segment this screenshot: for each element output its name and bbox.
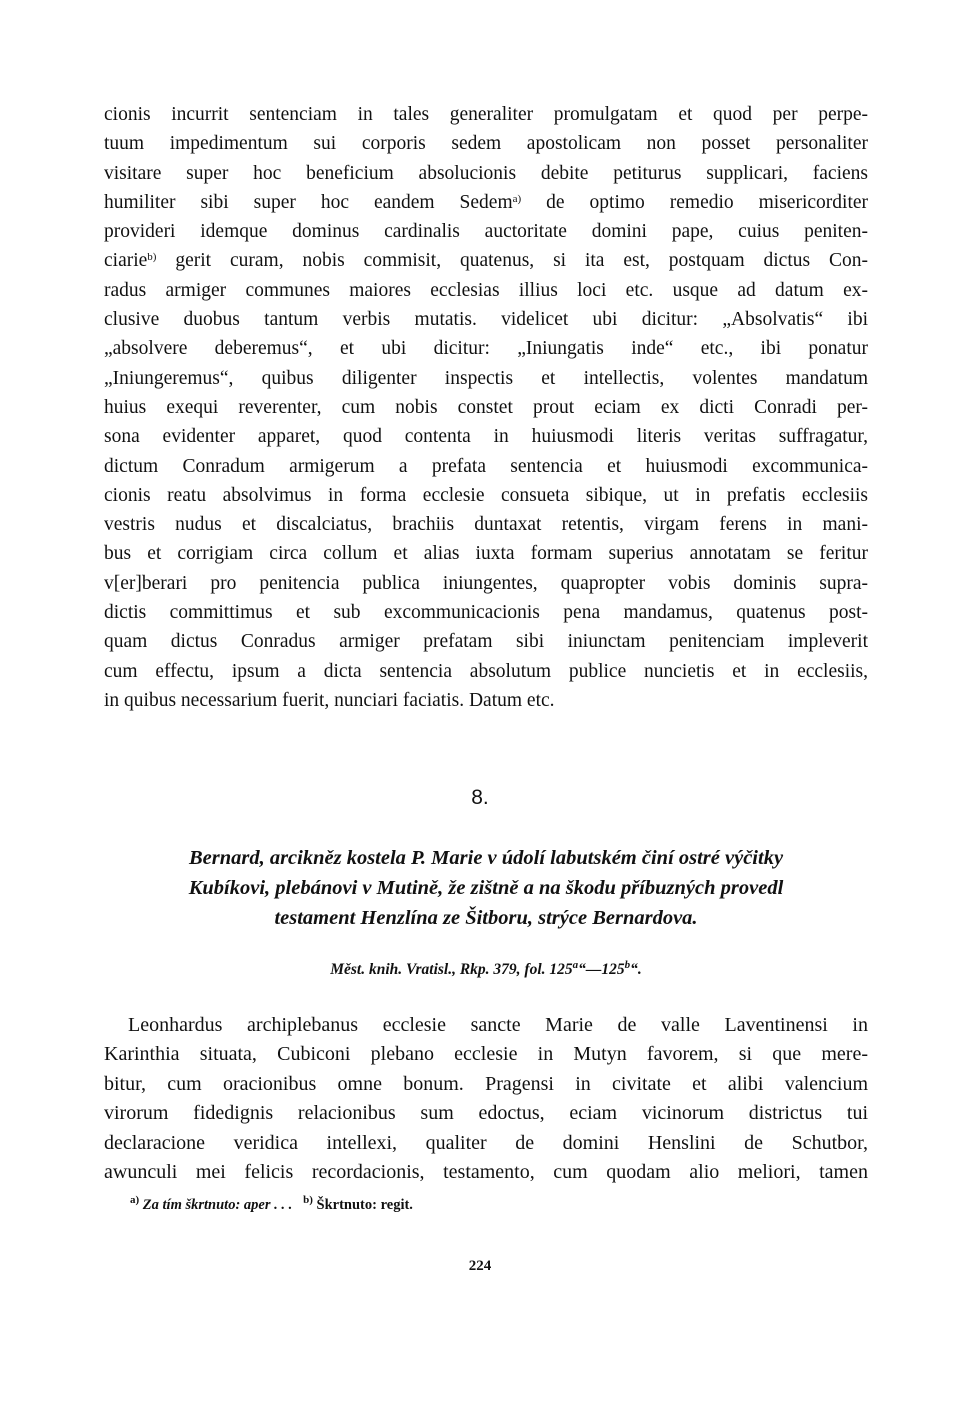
source-citation <box>104 959 868 981</box>
text-line: cionis reatu absolvimus in forma ecclesie consueta sibique, ut in prefatis ecclesiis <box>104 484 868 506</box>
text-line: quam dictus Conradus armiger prefatam sibi iniunctam penitenciam impleverit <box>104 631 868 653</box>
body-text <box>104 100 868 715</box>
heading-line: testament Henzlína ze Šitboru, strýce Bernardova. <box>274 907 698 929</box>
text-line <box>104 246 868 275</box>
heading-line: Kubíkovi, plebánovi v Mutině, že zištně a na škodu příbuzných provedl <box>188 877 784 899</box>
text-fragment: gerit curam, nobis commisit, quatenus, si ita est, postquam dictus Con- <box>156 250 868 272</box>
text-line: provideri idemque dominus cardinalis auctoritate domini pape, cuius peniten- <box>104 221 868 243</box>
heading-line: Bernard, arcikněz kostela P. Marie v údolí labutském činí ostré výčitky <box>188 847 784 869</box>
page-number: 224 <box>468 1258 492 1274</box>
text-fragment: de optimo remedio misericorditer <box>521 191 869 213</box>
text-line: bus et corrigiam circa collum et alias iuxta formam superius annotatam se feritur <box>104 543 868 565</box>
text-fragment: ciarie <box>104 250 148 272</box>
footnote-ref-a: a) <box>512 192 522 205</box>
section-number: 8. <box>471 786 489 809</box>
text-line: dictis committimus et sub excommunicacionis pena mandamus, quatenus post- <box>104 602 868 624</box>
footnote-mark-a: a) <box>130 1194 140 1206</box>
source-text: “—125 <box>578 961 625 978</box>
text-line: „Iniungeremus“, quibus diligenter inspectis et intellectis, volentes mandatum <box>104 367 868 389</box>
text-line <box>104 188 868 217</box>
text-line: radus armiger communes maiores ecclesias illius loci etc. usque ad datum ex- <box>104 279 868 301</box>
source-text: Měst. knih. Vratisl., Rkp. 379, fol. 125 <box>330 961 573 978</box>
text-line: awunculi mei felicis recordacionis, testamento, cum quodam alio meliori, tamen <box>104 1160 868 1183</box>
text-fragment: humiliter sibi super hoc eandem Sedem <box>104 191 513 213</box>
footnote-ref-b: b) <box>147 251 157 264</box>
text-line: declaracione veridica intellexi, qualiter de domini Henslini de Schutbor, <box>104 1131 868 1154</box>
footnote-a-text: Za tím škrtnuto: aper . . . <box>142 1197 293 1213</box>
source-sup: a <box>572 959 579 971</box>
text-line: virorum fidedignis relacionibus sum edoctus, eciam vicinorum districtus tui <box>104 1102 868 1125</box>
text-line: dictum Conradum armigerum a prefata sentencia et huiusmodi excommunica- <box>104 455 868 477</box>
text-line: Karinthia situata, Cubiconi plebano ecclesie in Mutyn favorem, si que mere- <box>104 1043 868 1066</box>
text-line: bitur, cum oracionibus omne bonum. Pragensi in civitate et alibi valencium <box>104 1072 868 1095</box>
source-text: “. <box>630 961 642 978</box>
section-heading <box>104 843 868 933</box>
text-line: sona evidenter apparet, quod contenta in huiusmodi literis veritas suffragatur, <box>104 426 868 448</box>
footnote-b-text: Škrtnuto: regit. <box>316 1197 413 1213</box>
source-sup: b <box>624 959 631 971</box>
text-line: Leonhardus archiplebanus ecclesie sancte Marie de valle Laventinensi in <box>128 1014 868 1036</box>
text-line: „absolvere deberemus“, et ubi dicitur: „Iniungatis inde“ etc., ibi ponatur <box>104 338 868 360</box>
footnotes <box>130 1195 413 1215</box>
text-line: visitare super hoc beneficium absolucionis debite petiturus supplicari, faciens <box>104 162 868 184</box>
text-line: vestris nudus et discalciatus, brachiis duntaxat retentis, virgam ferens in mani- <box>104 514 868 536</box>
text-line: tuum impedimentum sui corporis sedem apostolicam non posset personaliter <box>104 133 868 155</box>
text-line: in quibus necessarium fuerit, nunciari faciatis. Datum etc. <box>104 689 555 711</box>
text-line: clusive duobus tantum verbis mutatis. videlicet ubi dicitur: „Absolvatis“ ibi <box>104 309 868 331</box>
text-line: cionis incurrit sentenciam in tales generaliter promulgatam et quod per perpe- <box>104 104 868 125</box>
text-line: v[er]berari pro penitencia publica iniungentes, quapropter vobis dominis supra- <box>104 572 868 594</box>
text-line: cum effectu, ipsum a dicta sentencia absolutum publice nuncietis et in ecclesiis, <box>104 660 868 682</box>
text-line: huius exequi reverenter, cum nobis constet prout eciam ex dicti Conradi per- <box>104 396 868 418</box>
letter-text <box>104 1011 868 1187</box>
footnote-mark-b: b) <box>303 1194 313 1206</box>
